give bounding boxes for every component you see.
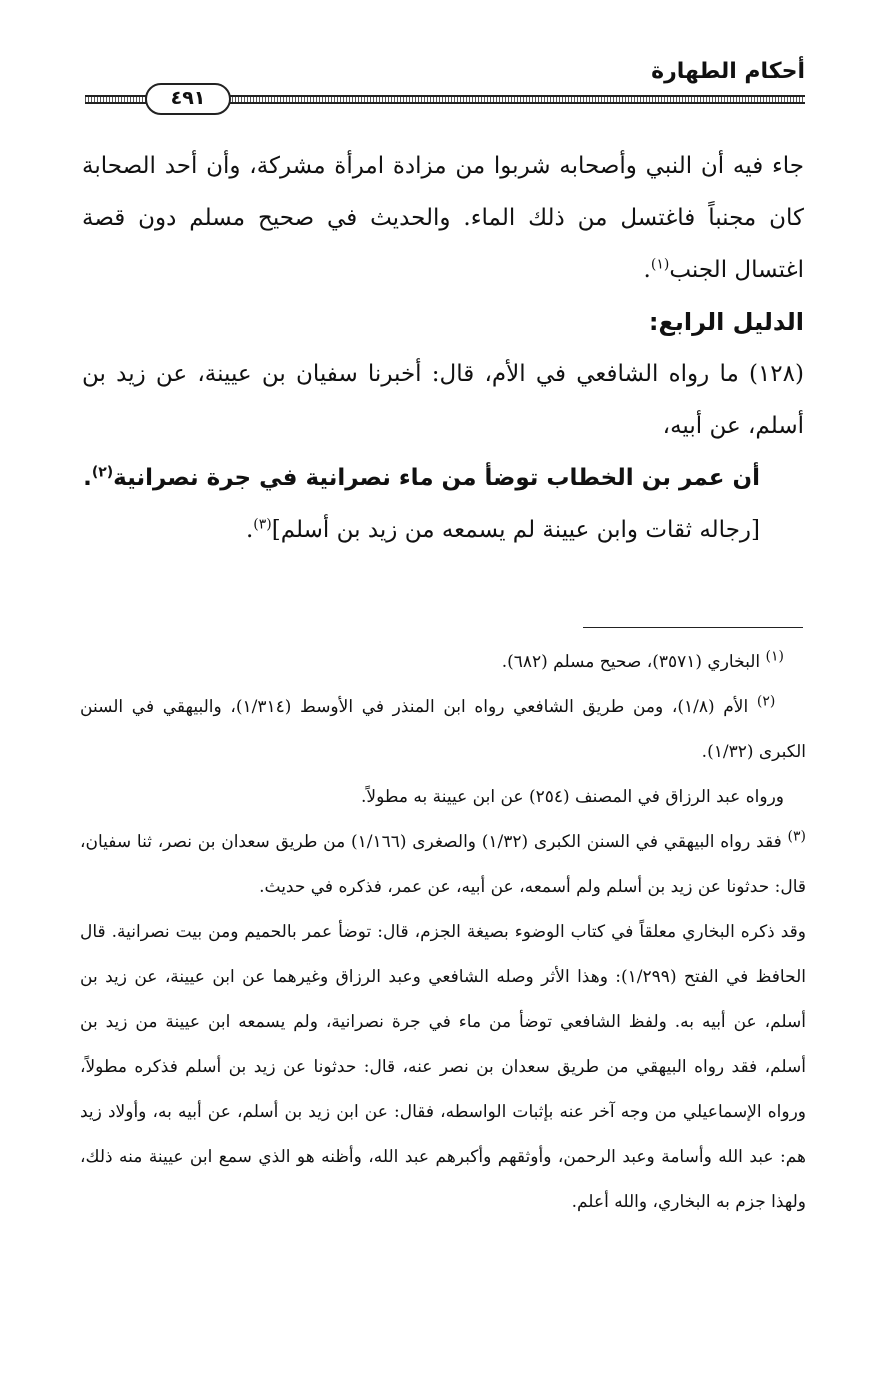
hadith-quote-end: . — [83, 465, 92, 491]
paragraph-1-text: جاء فيه أن النبي وأصحابه شربوا من مزادة امرأة مشركة، وأن أحد الصحابة كان مجنباً فاغتسل من ذلك الماء. والحديث في صحيح مسلم دون قصة اغتسال الجنب — [82, 153, 805, 283]
footnote-ref-3: (٣) — [253, 516, 272, 533]
hadith-grading-text: [رجاله ثقات وابن عيينة لم يسمعه من زيد بن أسلم] — [271, 517, 760, 543]
page-number: ٤٩١ — [145, 83, 231, 115]
footnote-3-continued: وقد ذكره البخاري معلقاً في كتاب الوضوء بصيغة الجزم، قال: توضأ عمر بالحميم ومن بيت نصرانية. قال الحافظ في الفتح (١/٢٩٩): وهذا الأثر وصله الشافعي وعبد الرزاق وغيرهما عن ابن عيينة، عن زيد بن أسلم، عن أبيه به. ولفظ الشافعي توضأ من ماء في جرة نصرانية، ولم يسمعه ابن عيينة من زيد بن أسلم، فقد رواه البيهقي من طريق سعدان بن نصر عنه، قال: حدثونا عن زيد بن أسلم فذكره مطولاً، ورواه الإسماعيلي من وجه آخر عنه بإثبات الواسطه، فقال: عن ابن زيد بن أسلم، عن أبيه به، وأولاد زيد هم: عبد الله وأسامة وعبد الرحمن، وأوثقهم وأكبرهم عبد الله، وأظنه هو الذي سمع ابن عيينة منه ذلك، ولهذا جزم به البخاري، والله أعلم. — [80, 922, 806, 1212]
footnote-1-text: البخاري (٣٥٧١)، صحيح مسلم (٦٨٢). — [501, 652, 761, 672]
footnote-2-marker: (٢) — [756, 693, 776, 710]
footnote-3-text: فقد رواه البيهقي في السنن الكبرى (١/٣٢) والصغرى (١/١٦٦) من طريق سعدان بن نصر، ثنا سفيان، قال: حدثونا عن زيد بن أسلم ولم أسمعه، عن أبيه، عن عمر، فذكره في حديث. — [80, 832, 806, 897]
footnote-3-marker: (٣) — [787, 828, 806, 845]
footnote-1-marker: (١) — [765, 648, 784, 665]
running-title: أحكام الطهارة — [651, 59, 805, 84]
hadith-grading-end: . — [245, 517, 254, 543]
footnote-1 — [80, 640, 806, 685]
page-header — [85, 55, 805, 125]
footnote-separator — [583, 627, 803, 628]
footnote-2 — [80, 685, 806, 775]
footnote-2-continued: ورواه عبد الرزاق في المصنف (٢٥٤) عن ابن عيينة به مطولاً. — [361, 787, 784, 807]
section-heading: الدليل الرابع: — [648, 308, 804, 336]
main-text — [82, 140, 804, 556]
paragraph-1 — [82, 140, 804, 296]
hadith-grading — [82, 504, 804, 556]
footnote-3 — [80, 820, 806, 910]
paragraph-1-end: . — [643, 257, 651, 283]
hadith-quote-text: أن عمر بن الخطاب توضأ من ماء نصرانية في جرة نصرانية — [113, 465, 760, 491]
hadith-quote — [82, 452, 804, 504]
footnote-ref-2: (٢) — [91, 464, 114, 481]
footnote-ref-1: (١) — [650, 256, 670, 273]
footnote-2-text: الأم (١/٨)، ومن طريق الشافعي رواه ابن المنذر في الأوسط (١/٣١٤)، والبيهقي في السنن الكبرى (١/٣٢). — [80, 697, 806, 762]
hadith-intro: (١٢٨) ما رواه الشافعي في الأم، قال: أخبرنا سفيان بن عيينة، عن زيد بن أسلم، عن أبيه، — [82, 361, 804, 439]
footnotes — [80, 640, 806, 1225]
